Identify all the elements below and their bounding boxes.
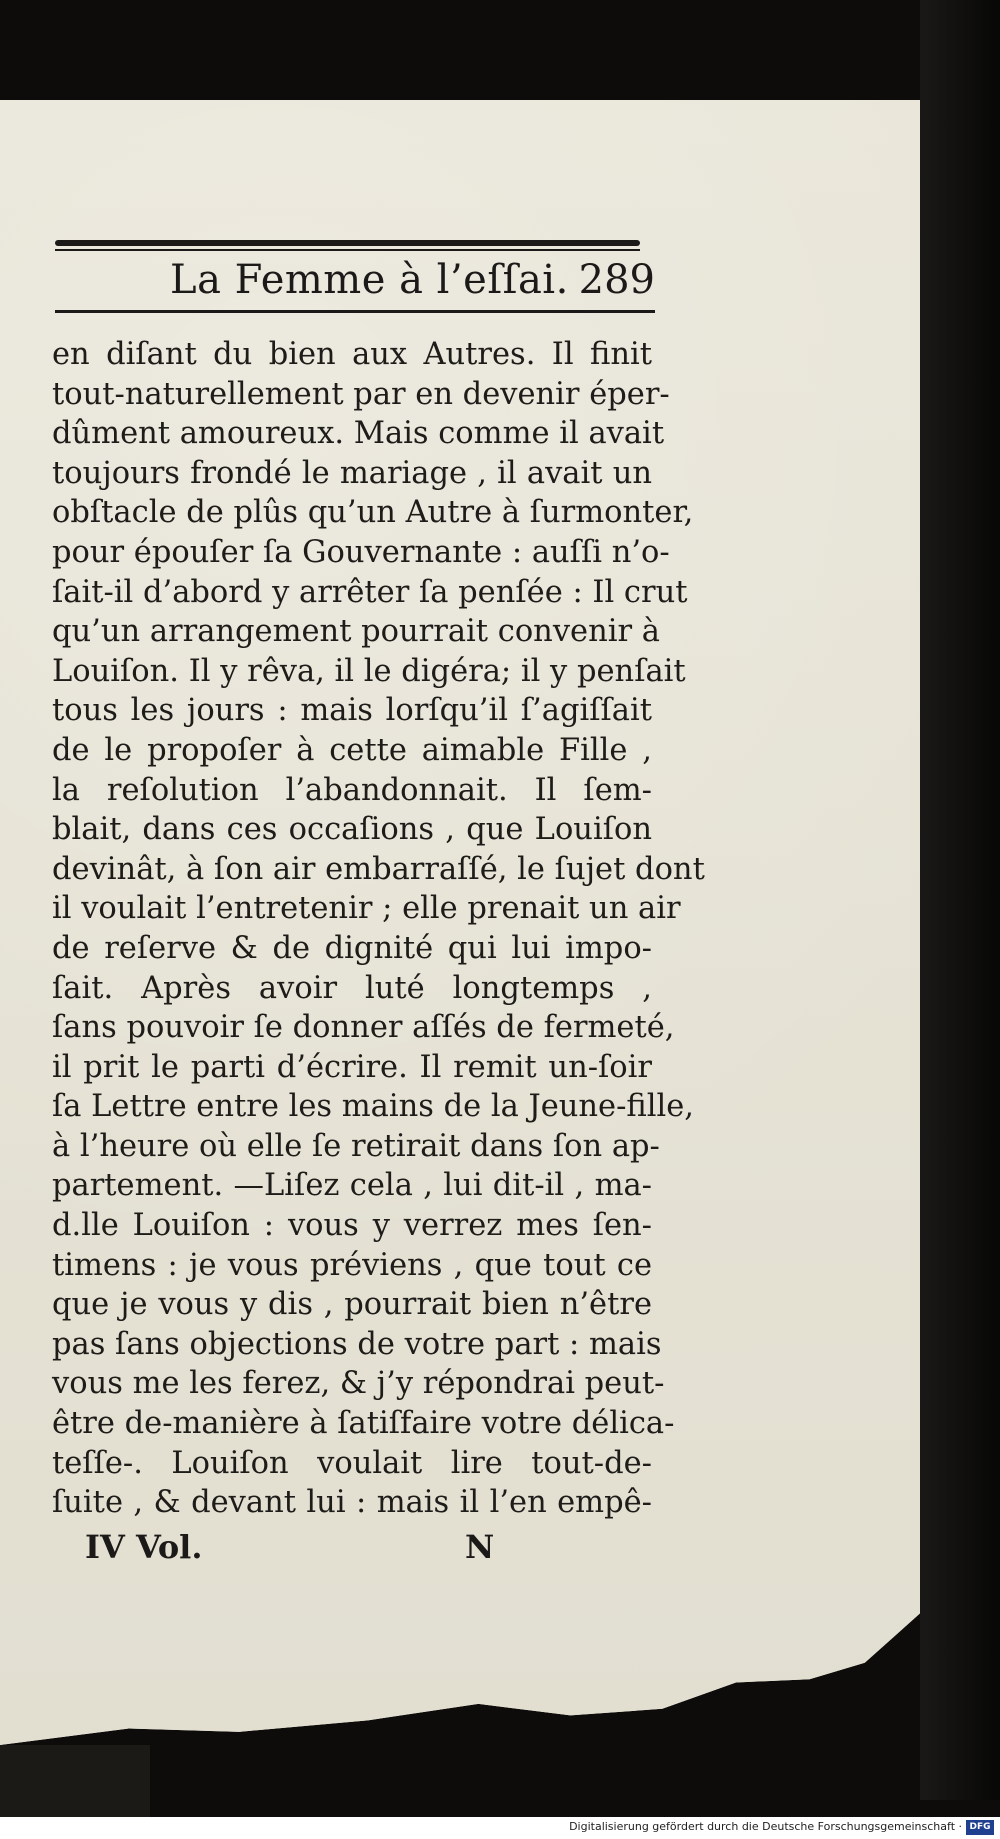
signature-mark: N	[465, 1528, 495, 1566]
header-bottom-rule	[55, 310, 655, 313]
attribution-bar	[0, 1817, 1000, 1839]
text-line: être de-manière à ſatiſfaire votre délica-	[52, 1406, 675, 1442]
text-line: ſans pouvoir ſe donner aſſés de fermeté,	[52, 1010, 675, 1046]
text-line: qu’un arrangement pourrait convenir à	[52, 614, 660, 650]
text-line: la reſolution l’abandonnait. Il ſem-	[52, 772, 652, 808]
text-line: tout-naturellement par en devenir éper-	[52, 376, 670, 412]
page-footer	[85, 1528, 645, 1572]
attribution-text: Digitalisierung gefördert durch die Deutsche Forschungsgemeinschaft ·	[569, 1820, 962, 1833]
text-line: il voulait l’entretenir ; elle prenait un air	[52, 891, 681, 927]
running-title: La Femme à l’eſſai.	[170, 257, 569, 303]
header-rule-thick	[55, 240, 640, 246]
text-line: pas ſans objections de votre part : mais	[52, 1326, 662, 1362]
text-line: vous me les ferez, & j’y répondrai peut-	[52, 1366, 665, 1402]
text-line: tous les jours : mais lorſqu’il ſ’agiſſait	[52, 693, 652, 729]
dfg-logo-icon: DFG	[966, 1820, 994, 1835]
text-line: ſa Lettre entre les mains de la Jeune-fille,	[52, 1089, 695, 1125]
text-line: dûment amoureux. Mais comme il avait	[52, 416, 665, 452]
text-line: toujours frondé le mariage , il avait un	[52, 455, 652, 491]
text-line: blait, dans ces occaſions , que Louiſon	[52, 812, 652, 848]
volume-label: IV Vol.	[85, 1528, 203, 1566]
text-line: devinât, à ſon air embarraſſé, le ſujet dont	[52, 851, 705, 887]
text-line: pour épouſer ſa Gouvernante : auſſi n’o-	[52, 534, 670, 570]
text-line: en diſant du bien aux Autres. Il finit	[52, 337, 652, 372]
text-line: que je vous y dis , pourrait bien n’être	[52, 1287, 652, 1323]
text-line: à l’heure où elle ſe retirait dans ſon ap-	[52, 1128, 660, 1164]
text-line: teſſe-. Louiſon voulait lire tout-de-	[52, 1445, 652, 1481]
body-text	[52, 335, 705, 1523]
page-number: 289	[578, 257, 655, 303]
text-line: ſait-il d’abord y arrêter ſa penſée : Il crut	[52, 574, 688, 610]
scanner-background-bottom	[0, 1745, 150, 1825]
text-line: ſait. Après avoir luté longtemps ,	[52, 970, 652, 1006]
text-line: de reſerve & de dignité qui lui impo-	[52, 930, 652, 966]
running-header	[55, 250, 655, 310]
text-line: partement. —Liſez cela , lui dit-il , ma-	[52, 1168, 652, 1204]
text-line: obſtacle de plûs qu’un Autre à ſurmonter,	[52, 495, 694, 531]
text-line: de le propoſer à cette aimable Fille ,	[52, 732, 652, 768]
text-line: ſuite , & devant lui : mais il l’en empê-	[52, 1485, 652, 1521]
text-line: Louiſon. Il y rêva, il le digéra; il y penſait	[52, 653, 686, 689]
text-line: d.lle Louiſon : vous y verrez mes ſen-	[52, 1208, 652, 1244]
scanner-background	[920, 0, 1000, 1800]
text-line: il prit le parti d’écrire. Il remit un-ſoir	[52, 1049, 652, 1085]
text-line: timens : je vous préviens , que tout ce	[52, 1247, 652, 1283]
